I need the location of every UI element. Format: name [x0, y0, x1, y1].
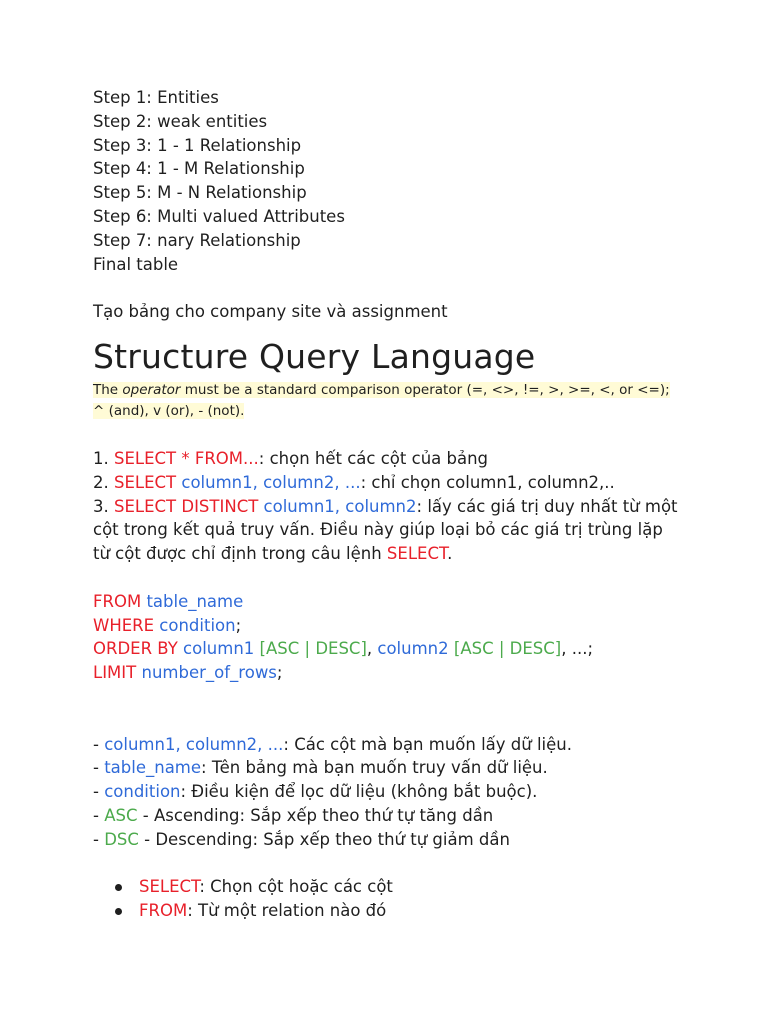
- definition-desc: - Ascending: Sắp xếp theo thứ tự tăng dần: [137, 805, 494, 825]
- item-end: .: [447, 544, 453, 564]
- bullet-icon: [115, 884, 122, 891]
- definition-term: condition: [104, 782, 181, 802]
- bullet-desc: : Chọn cột hoặc các cột: [199, 877, 393, 897]
- sql-columns: column1, column2, ...: [181, 472, 361, 492]
- dash: -: [93, 829, 105, 849]
- steps-list: [93, 86, 703, 276]
- spacer: [93, 709, 703, 733]
- sql-identifier: condition: [159, 615, 236, 635]
- bullet-item: [93, 875, 703, 899]
- definition-item: [93, 780, 703, 804]
- definition-item: [93, 733, 703, 757]
- item-number: 1.: [93, 448, 114, 468]
- bullet-item: [93, 899, 703, 923]
- definition-desc: - Descending: Sắp xếp theo thứ tự giảm dần: [138, 829, 510, 849]
- limit-clause: [93, 661, 703, 685]
- item-description: : lấy các giá trị duy nhất từ một cột trong kết quả truy vấn. Điều này giúp loại bỏ các giá trị trùng lặp từ cột được chỉ định trong câu lệnh: [93, 496, 678, 564]
- select-item-1: [93, 447, 703, 471]
- sql-columns: column1, column2: [263, 496, 417, 516]
- sql-keyword: SELECT: [139, 877, 200, 897]
- sql-keyword: SELECT DISTINCT: [114, 496, 259, 516]
- operator-note-pre: The: [93, 381, 123, 398]
- definition-desc: : Điều kiện để lọc dữ liệu (không bắt buộc).: [180, 782, 538, 802]
- select-item-3: [93, 495, 683, 566]
- definition-item: [93, 828, 703, 852]
- sql-keyword: SELECT * FROM...: [114, 448, 259, 468]
- spacer: [93, 685, 703, 709]
- operator-note-post: must be a standard comparison operator (=, <>, !=, >, >=, <, or <=); ^ (and), v (or), - (not).: [93, 381, 670, 419]
- page-title: Structure Query Language: [93, 336, 536, 376]
- sql-keyword: FROM: [93, 591, 142, 611]
- sql-option: [ASC | DESC]: [259, 639, 367, 659]
- definition-item: [93, 804, 703, 828]
- operator-note: [93, 379, 678, 421]
- step-item: Step 5: M - N Relationship: [93, 183, 307, 203]
- definition-term: table_name: [104, 758, 202, 778]
- step-item: Step 6: Multi valued Attributes: [93, 206, 345, 226]
- sql-identifier: number_of_rows: [141, 663, 277, 683]
- dash: -: [93, 805, 105, 825]
- dash: -: [93, 782, 105, 802]
- document-page: [93, 86, 703, 923]
- step-item: Step 7: nary Relationship: [93, 230, 301, 250]
- definition-desc: : Các cột mà bạn muốn lấy dữ liệu.: [283, 734, 572, 754]
- spacer: [93, 276, 703, 300]
- definitions-list: [93, 733, 703, 852]
- sql-identifier: column2: [377, 639, 449, 659]
- punctuation: ;: [235, 615, 242, 635]
- sql-keyword: SELECT: [386, 544, 448, 564]
- definition-term: DSC: [104, 829, 139, 849]
- operator-note-italic: operator: [122, 381, 181, 398]
- sql-keyword: ORDER BY: [93, 639, 178, 659]
- dash: -: [93, 734, 105, 754]
- item-number: 3.: [93, 496, 114, 516]
- select-item-2: [93, 471, 703, 495]
- from-clause: [93, 590, 703, 614]
- step-item: Step 2: weak entities: [93, 111, 268, 131]
- bullet-desc: : Từ một relation nào đó: [187, 901, 387, 921]
- sql-keyword: SELECT: [114, 472, 177, 492]
- sql-option: [ASC | DESC]: [453, 639, 562, 659]
- definition-term: column1, column2, ...: [104, 734, 284, 754]
- step-item: Step 4: 1 - M Relationship: [93, 159, 305, 179]
- sql-syntax-block: [93, 590, 703, 685]
- step-item: Step 1: Entities: [93, 88, 219, 107]
- bullet-icon: [115, 908, 122, 915]
- item-description: : chọn hết các cột của bảng: [258, 448, 489, 468]
- dash: -: [93, 758, 105, 778]
- select-variants: [93, 447, 703, 566]
- task-note: Tạo bảng cho company site và assignment: [93, 302, 448, 322]
- punctuation: ,: [366, 639, 373, 659]
- definition-desc: : Tên bảng mà bạn muốn truy vấn dữ liệu.: [201, 758, 548, 778]
- sql-identifier: column1: [183, 639, 255, 659]
- punctuation: , ...;: [561, 639, 594, 659]
- where-clause: [93, 614, 703, 638]
- operator-note-text: [93, 382, 670, 419]
- item-number: 2.: [93, 472, 114, 492]
- step-item: Final table: [93, 254, 179, 274]
- definition-term: ASC: [104, 805, 138, 825]
- sql-keyword: WHERE: [93, 615, 155, 635]
- spacer: [93, 852, 703, 876]
- definition-item: [93, 756, 703, 780]
- sql-identifier: table_name: [146, 591, 244, 611]
- spacer: [93, 566, 703, 590]
- order-by-clause: [93, 637, 703, 661]
- sql-keyword: FROM: [139, 901, 188, 921]
- step-item: Step 3: 1 - 1 Relationship: [93, 135, 302, 155]
- bullet-list: [93, 875, 703, 923]
- punctuation: ;: [276, 663, 283, 683]
- item-description: : chỉ chọn column1, column2,..: [360, 472, 615, 492]
- sql-keyword: LIMIT: [93, 663, 137, 683]
